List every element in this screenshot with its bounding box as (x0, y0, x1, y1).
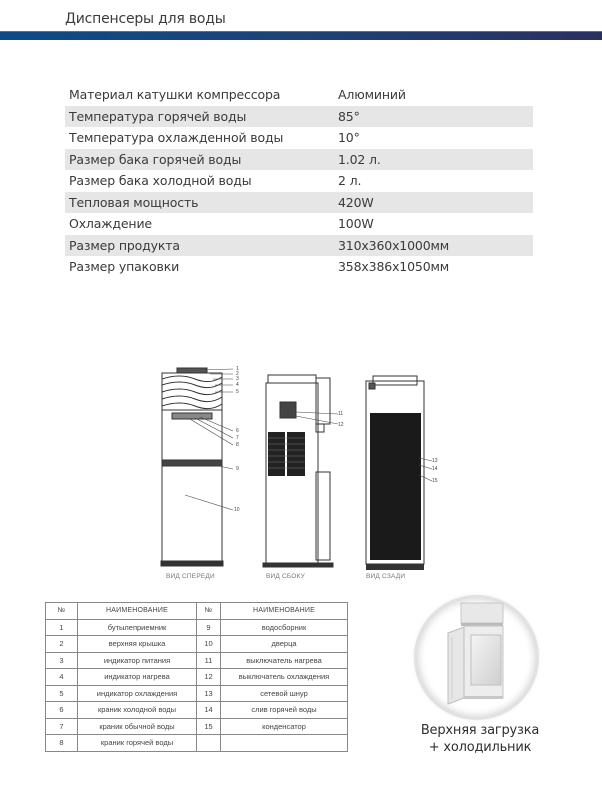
callout-label: 7 (236, 435, 239, 441)
table-row (46, 652, 348, 669)
refrigerator-open-door-icon (416, 597, 537, 718)
table-row (46, 702, 348, 719)
spec-label: Температура горячей воды (69, 108, 247, 124)
page-title: Диспенсеры для воды (65, 11, 226, 27)
part-number: 7 (46, 718, 78, 735)
side-view-label: ВИД СБОКУ (266, 573, 305, 580)
part-name: выключатель нагрева (221, 652, 348, 669)
header-number: № (46, 603, 78, 620)
parts-table (45, 602, 348, 752)
spec-row (65, 235, 533, 257)
spec-row (65, 84, 533, 106)
feature-caption-line1: Верхняя загрузка (420, 723, 540, 738)
part-name: выключатель охлаждения (221, 669, 348, 686)
spec-value: 310x360x1000мм (338, 237, 450, 253)
spec-value: 85° (338, 108, 360, 124)
callout-label: 1 (236, 366, 239, 372)
back-view-label: ВИД СЗАДИ (366, 573, 406, 580)
part-number: 15 (197, 718, 221, 735)
spec-row (65, 170, 533, 192)
part-number: 8 (46, 735, 78, 752)
spec-row (65, 213, 533, 235)
specifications-table (65, 84, 533, 278)
part-number: 13 (197, 685, 221, 702)
header-number: № (197, 603, 221, 620)
spec-label: Температура охлажденной воды (69, 130, 284, 146)
callout-label: 3 (236, 376, 239, 382)
callout-label: 10 (234, 507, 240, 513)
part-number (197, 735, 221, 752)
spec-value: 100W (338, 216, 374, 232)
spec-value: Алюминий (338, 87, 406, 103)
callout-label: 9 (236, 466, 239, 472)
part-number: 11 (197, 652, 221, 669)
spec-value: 10° (338, 130, 360, 146)
table-row (46, 718, 348, 735)
spec-row (65, 127, 533, 149)
callout-label: 15 (432, 478, 438, 484)
feature-caption-line2: + холодильник (428, 740, 532, 755)
spec-value: 2 л. (338, 173, 362, 189)
part-name: дверца (221, 636, 348, 653)
header-name: НАИМЕНОВАНИЕ (221, 603, 348, 620)
feature-caption (405, 722, 555, 756)
spec-label: Материал катушки компрессора (69, 87, 281, 103)
side-view-drawing (258, 372, 338, 572)
part-number: 12 (197, 669, 221, 686)
part-name: краник обычной воды (78, 718, 197, 735)
part-name: конденсатор (221, 718, 348, 735)
spec-label: Размер упаковки (69, 259, 180, 275)
part-name: индикатор нагрева (78, 669, 197, 686)
callout-label: 2 (236, 371, 239, 377)
spec-row (65, 106, 533, 128)
front-view-label: ВИД СПЕРЕДИ (166, 573, 215, 580)
spec-row (65, 149, 533, 171)
spec-label: Размер бака холодной воды (69, 173, 252, 189)
callout-label: 4 (236, 382, 239, 388)
part-name: краник холодной воды (78, 702, 197, 719)
callout-label: 8 (236, 442, 239, 448)
part-number: 4 (46, 669, 78, 686)
spec-label: Размер бака горячей воды (69, 151, 242, 167)
front-view-drawing (155, 365, 245, 570)
callout-label: 12 (338, 422, 344, 428)
part-number: 9 (197, 619, 221, 636)
table-row (46, 636, 348, 653)
part-number: 5 (46, 685, 78, 702)
part-name: краник горячей воды (78, 735, 197, 752)
spec-row (65, 192, 533, 214)
header-accent-bar (0, 31, 602, 40)
parts-table-header (46, 603, 348, 620)
callout-label: 6 (236, 428, 239, 434)
back-view-drawing (357, 373, 437, 573)
table-row (46, 685, 348, 702)
feature-image-circle (416, 597, 537, 718)
part-name (221, 735, 348, 752)
part-number: 10 (197, 636, 221, 653)
spec-value: 358x386x1050мм (338, 259, 450, 275)
table-row (46, 669, 348, 686)
callout-label: 13 (432, 458, 438, 464)
spec-label: Тепловая мощность (69, 194, 199, 210)
callout-label: 11 (338, 411, 344, 417)
spec-row (65, 256, 533, 278)
table-row (46, 735, 348, 752)
part-number: 1 (46, 619, 78, 636)
table-row (46, 619, 348, 636)
part-number: 3 (46, 652, 78, 669)
spec-value: 420W (338, 194, 374, 210)
part-name: водосборник (221, 619, 348, 636)
spec-value: 1.02 л. (338, 151, 381, 167)
spec-label: Охлаждение (69, 216, 152, 232)
part-name: бутылеприемник (78, 619, 197, 636)
part-name: индикатор питания (78, 652, 197, 669)
spec-label: Размер продукта (69, 237, 180, 253)
part-name: верхняя крышка (78, 636, 197, 653)
part-number: 2 (46, 636, 78, 653)
part-name: индикатор охлаждения (78, 685, 197, 702)
callout-label: 14 (432, 466, 438, 472)
part-name: сетевой шнур (221, 685, 348, 702)
part-number: 14 (197, 702, 221, 719)
part-name: слив горячей воды (221, 702, 348, 719)
callout-label: 5 (236, 389, 239, 395)
header-name: НАИМЕНОВАНИЕ (78, 603, 197, 620)
part-number: 6 (46, 702, 78, 719)
